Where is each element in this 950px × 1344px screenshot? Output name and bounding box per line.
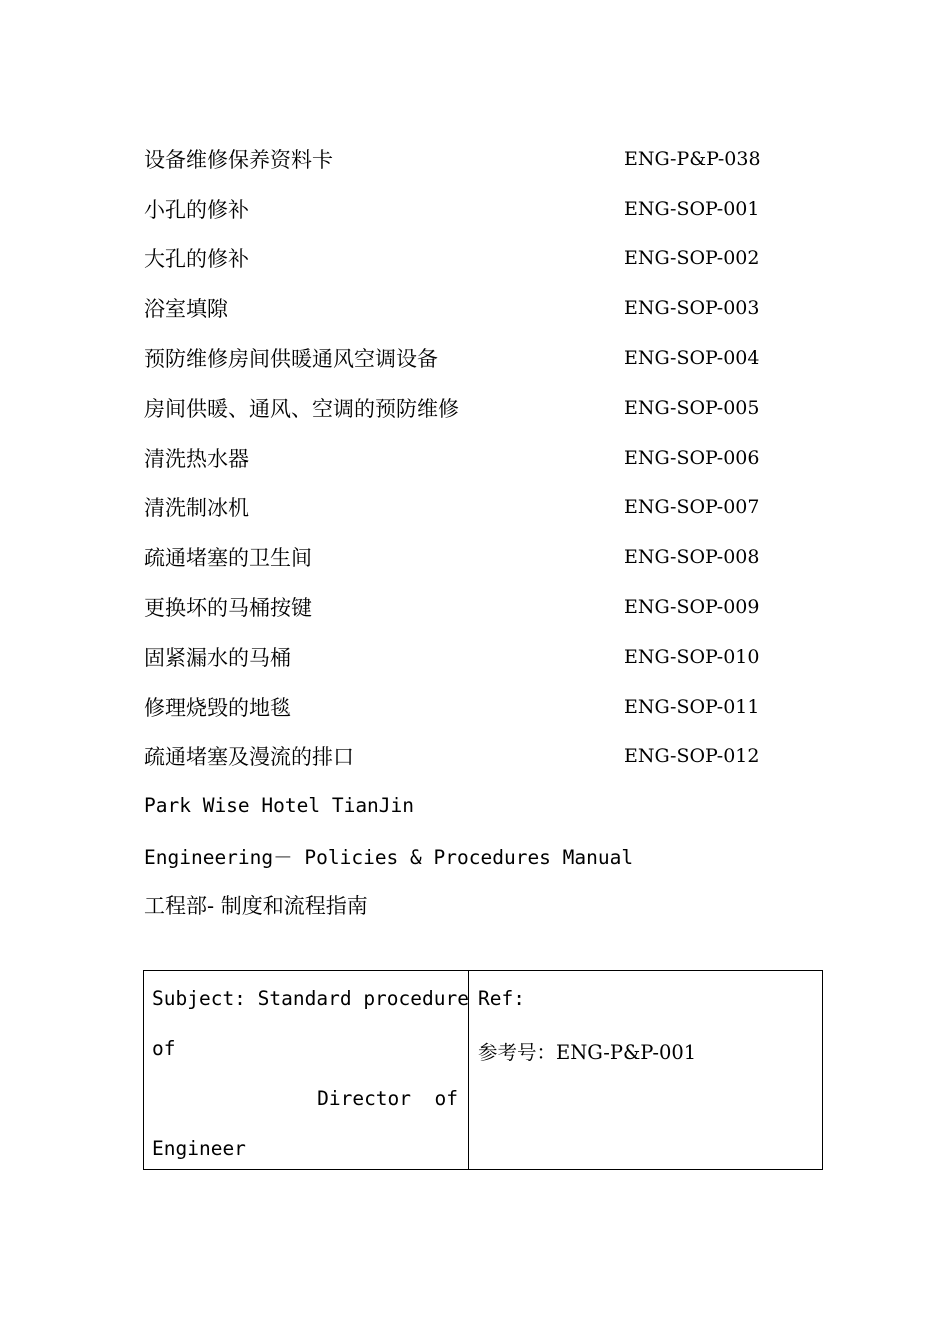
- manual-title-en: Engineering－ Policies & Procedures Manual: [144, 845, 634, 869]
- toc-title: 设备维修保养资料卡: [144, 147, 333, 172]
- toc-code: ENG-SOP-008: [624, 546, 760, 569]
- subject-line: Engineer: [152, 1137, 246, 1160]
- subject-line: Subject: Standard procedure: [152, 987, 469, 1010]
- toc-code: ENG-SOP-002: [624, 247, 760, 270]
- toc-code: ENG-SOP-012: [624, 745, 760, 768]
- toc-row: [144, 632, 784, 682]
- toc-code: ENG-SOP-006: [624, 446, 760, 469]
- toc-code: ENG-SOP-005: [624, 396, 760, 419]
- toc-title: 小孔的修补: [144, 197, 249, 222]
- toc-row: [144, 234, 784, 284]
- toc-title: 疏通堵塞及漫流的排口: [144, 745, 354, 770]
- toc-row: [144, 383, 784, 433]
- ref-value: 参考号：ENG-P&P-001: [478, 1041, 697, 1064]
- toc-code: ENG-SOP-003: [624, 297, 760, 320]
- toc-title: 固紧漏水的马桶: [144, 645, 291, 670]
- toc-title: 修理烧毁的地毯: [144, 695, 291, 720]
- toc-row: [144, 483, 784, 533]
- manual-header: [144, 781, 844, 930]
- toc-title: 大孔的修补: [144, 247, 249, 272]
- toc-title: 房间供暖、通风、空调的预防维修: [144, 396, 459, 421]
- toc-title: 预防维修房间供暖通风空调设备: [144, 347, 438, 372]
- subject-cell: [144, 971, 469, 1169]
- toc-code: ENG-SOP-010: [624, 645, 760, 668]
- subject-ref-table: [143, 970, 823, 1170]
- toc-code: ENG-P&P-038: [624, 147, 761, 170]
- ref-label: Ref:: [478, 987, 525, 1010]
- toc-title: 清洗制冰机: [144, 496, 249, 521]
- toc-row: [144, 333, 784, 383]
- toc-row: [144, 732, 784, 782]
- toc-code: ENG-SOP-007: [624, 496, 760, 519]
- manual-title-cn: 工程部- 制度和流程指南: [144, 894, 368, 919]
- toc-list: [144, 134, 784, 781]
- subject-line: of: [152, 1037, 176, 1060]
- toc-row: [144, 532, 784, 582]
- toc-row: [144, 184, 784, 234]
- toc-row: [144, 283, 784, 333]
- toc-row: [144, 433, 784, 483]
- toc-row: [144, 582, 784, 632]
- toc-code: ENG-SOP-011: [624, 695, 760, 718]
- toc-row: [144, 134, 784, 184]
- toc-title: 更换坏的马桶按键: [144, 596, 312, 621]
- ref-cell: [469, 971, 822, 1169]
- toc-title: 疏通堵塞的卫生间: [144, 546, 312, 571]
- toc-code: ENG-SOP-009: [624, 596, 760, 619]
- subject-line: Director of: [317, 1087, 458, 1110]
- hotel-name: Park Wise Hotel TianJin: [144, 794, 415, 818]
- toc-code: ENG-SOP-001: [624, 197, 760, 220]
- toc-code: ENG-SOP-004: [624, 347, 760, 370]
- toc-row: [144, 682, 784, 732]
- toc-title: 浴室填隙: [144, 297, 228, 322]
- toc-title: 清洗热水器: [144, 446, 249, 471]
